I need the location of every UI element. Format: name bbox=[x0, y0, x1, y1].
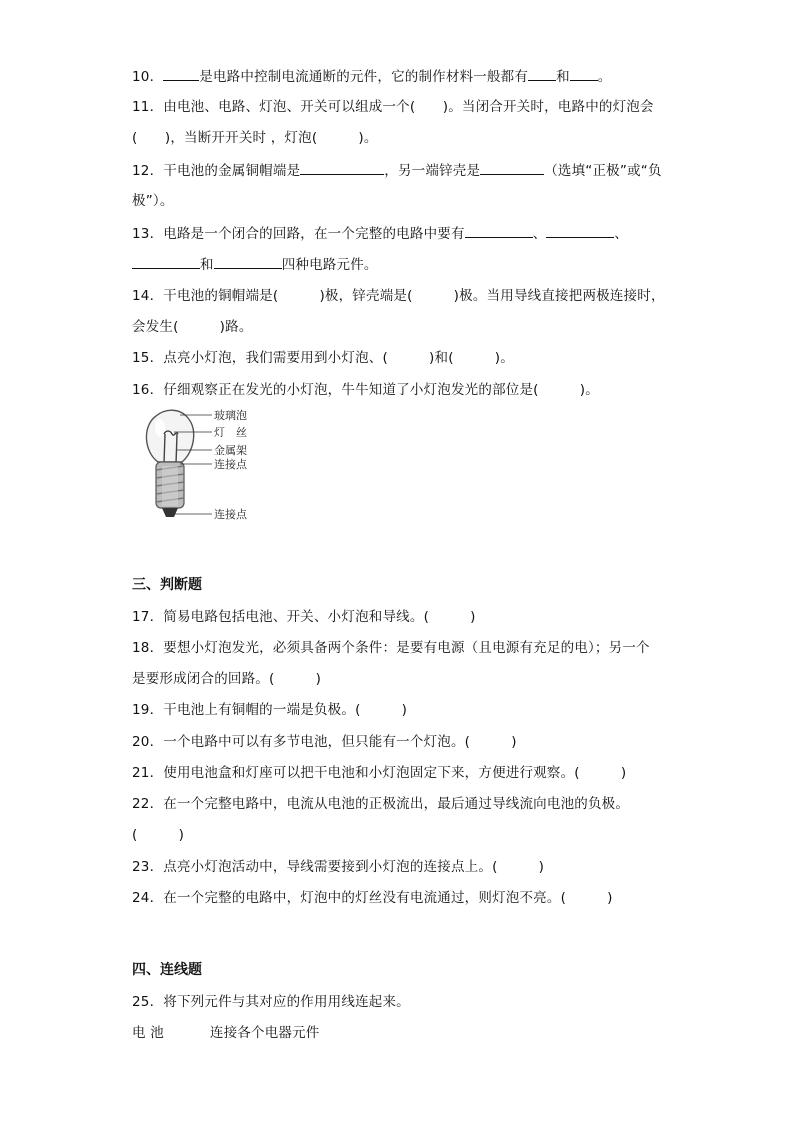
bottom-contact bbox=[162, 508, 178, 517]
question-text: ，另一端锌壳是 bbox=[384, 163, 481, 179]
question-15: 15．点亮小灯泡，我们需要用到小灯泡、( )和( )。 bbox=[132, 350, 514, 366]
question-14-line-1: 14．干电池的铜帽端是( )极，锌壳端是( )极。当用导线直接把两极连接时， bbox=[132, 288, 665, 304]
question-24: 24．在一个完整的电路中，灯泡中的灯丝没有电流通过，则灯泡不亮。( ) bbox=[132, 890, 613, 906]
question-23: 23．点亮小灯泡活动中，导线需要接到小灯泡的连接点上。( ) bbox=[132, 859, 545, 875]
metal-support-right bbox=[176, 434, 177, 464]
question-text: 、 bbox=[614, 226, 629, 242]
glass-bulb-shape bbox=[146, 410, 193, 462]
question-22-line-1: 22．在一个完整电路中，电流从电池的正极流出，最后通过导线流向电池的负极。 bbox=[132, 796, 630, 812]
question-11-line-1: 11．由电池、电路、灯泡、开关可以组成一个( )。当闭合开关时，电路中的灯泡会 bbox=[132, 99, 654, 115]
question-12-line-2: 极”）。 bbox=[132, 193, 174, 209]
question-text: 12．干电池的金属铜帽端是 bbox=[132, 163, 301, 179]
question-text: 、 bbox=[532, 226, 547, 242]
light-bulb-diagram bbox=[140, 404, 270, 528]
question-text: 13．电路是一个闭合的回路，在一个完整的电路中要有 bbox=[132, 226, 465, 242]
answer-blank[interactable] bbox=[570, 66, 598, 81]
question-text: 和 bbox=[556, 69, 570, 85]
question-11-line-2: ( )，当断开开关时 ，灯泡( )。 bbox=[132, 130, 378, 146]
answer-blank[interactable] bbox=[300, 160, 384, 175]
question-18-line-2: 是要形成闭合的回路。( ) bbox=[132, 671, 322, 687]
metal-support-left bbox=[164, 434, 165, 464]
section-3-heading: 三、判断题 bbox=[132, 577, 202, 593]
question-text: 四种电路元件。 bbox=[281, 257, 378, 273]
question-17: 17．简易电路包括电池、开关、小灯泡和导线。( ) bbox=[132, 609, 476, 625]
answer-blank[interactable] bbox=[528, 66, 556, 81]
answer-blank[interactable] bbox=[132, 254, 200, 269]
question-14-line-2: 会发生( )路。 bbox=[132, 319, 253, 335]
answer-blank[interactable] bbox=[163, 66, 199, 81]
question-16: 16．仔细观察正在发光的小灯泡，牛牛知道了小灯泡发光的部位是( )。 bbox=[132, 382, 599, 398]
matching-right-item[interactable]: 连接各个电器元件 bbox=[209, 1025, 320, 1041]
answer-blank[interactable] bbox=[465, 223, 533, 238]
question-20: 20．一个电路中可以有多节电池，但只能有一个灯泡。( ) bbox=[132, 734, 517, 750]
question-text: （选填“正极”或“负 bbox=[544, 163, 662, 179]
matching-row bbox=[132, 1023, 320, 1043]
question-text: 。 bbox=[597, 69, 612, 85]
base-shine bbox=[162, 466, 178, 506]
question-10 bbox=[132, 66, 612, 87]
answer-blank[interactable] bbox=[546, 223, 614, 238]
question-text: 和 bbox=[200, 257, 214, 273]
figure-label-contact-point: 连接点 bbox=[214, 508, 247, 521]
question-13 bbox=[132, 223, 628, 244]
question-number: 10． bbox=[132, 69, 164, 85]
answer-blank[interactable] bbox=[214, 254, 282, 269]
question-25: 25．将下列元件与其对应的作用用线连起来。 bbox=[132, 994, 410, 1010]
answer-blank[interactable] bbox=[480, 160, 544, 175]
question-12 bbox=[132, 160, 662, 181]
figure-label-contact-point: 连接点 bbox=[214, 458, 247, 471]
question-13-line-2 bbox=[132, 254, 378, 275]
matching-left-item[interactable]: 电 池 bbox=[132, 1025, 164, 1041]
figure-label-filament: 灯 丝 bbox=[214, 426, 247, 439]
section-4-heading: 四、连线题 bbox=[132, 962, 202, 978]
question-text: 是电路中控制电流通断的元件，它的制作材料一般都有 bbox=[199, 69, 529, 85]
question-22-line-2: ( ) bbox=[132, 827, 185, 843]
question-18-line-1: 18．要想小灯泡发光，必须具备两个条件：是要有电源（且电源有充足的电）；另一个 bbox=[132, 640, 650, 656]
question-19: 19．干电池上有铜帽的一端是负极。( ) bbox=[132, 702, 408, 718]
figure-label-glass: 玻璃泡 bbox=[214, 409, 247, 422]
question-21: 21．使用电池盒和灯座可以把干电池和小灯泡固定下来，方便进行观察。( ) bbox=[132, 765, 627, 781]
figure-label-metal-frame: 金属架 bbox=[214, 444, 247, 457]
bulb-highlight bbox=[155, 419, 165, 437]
